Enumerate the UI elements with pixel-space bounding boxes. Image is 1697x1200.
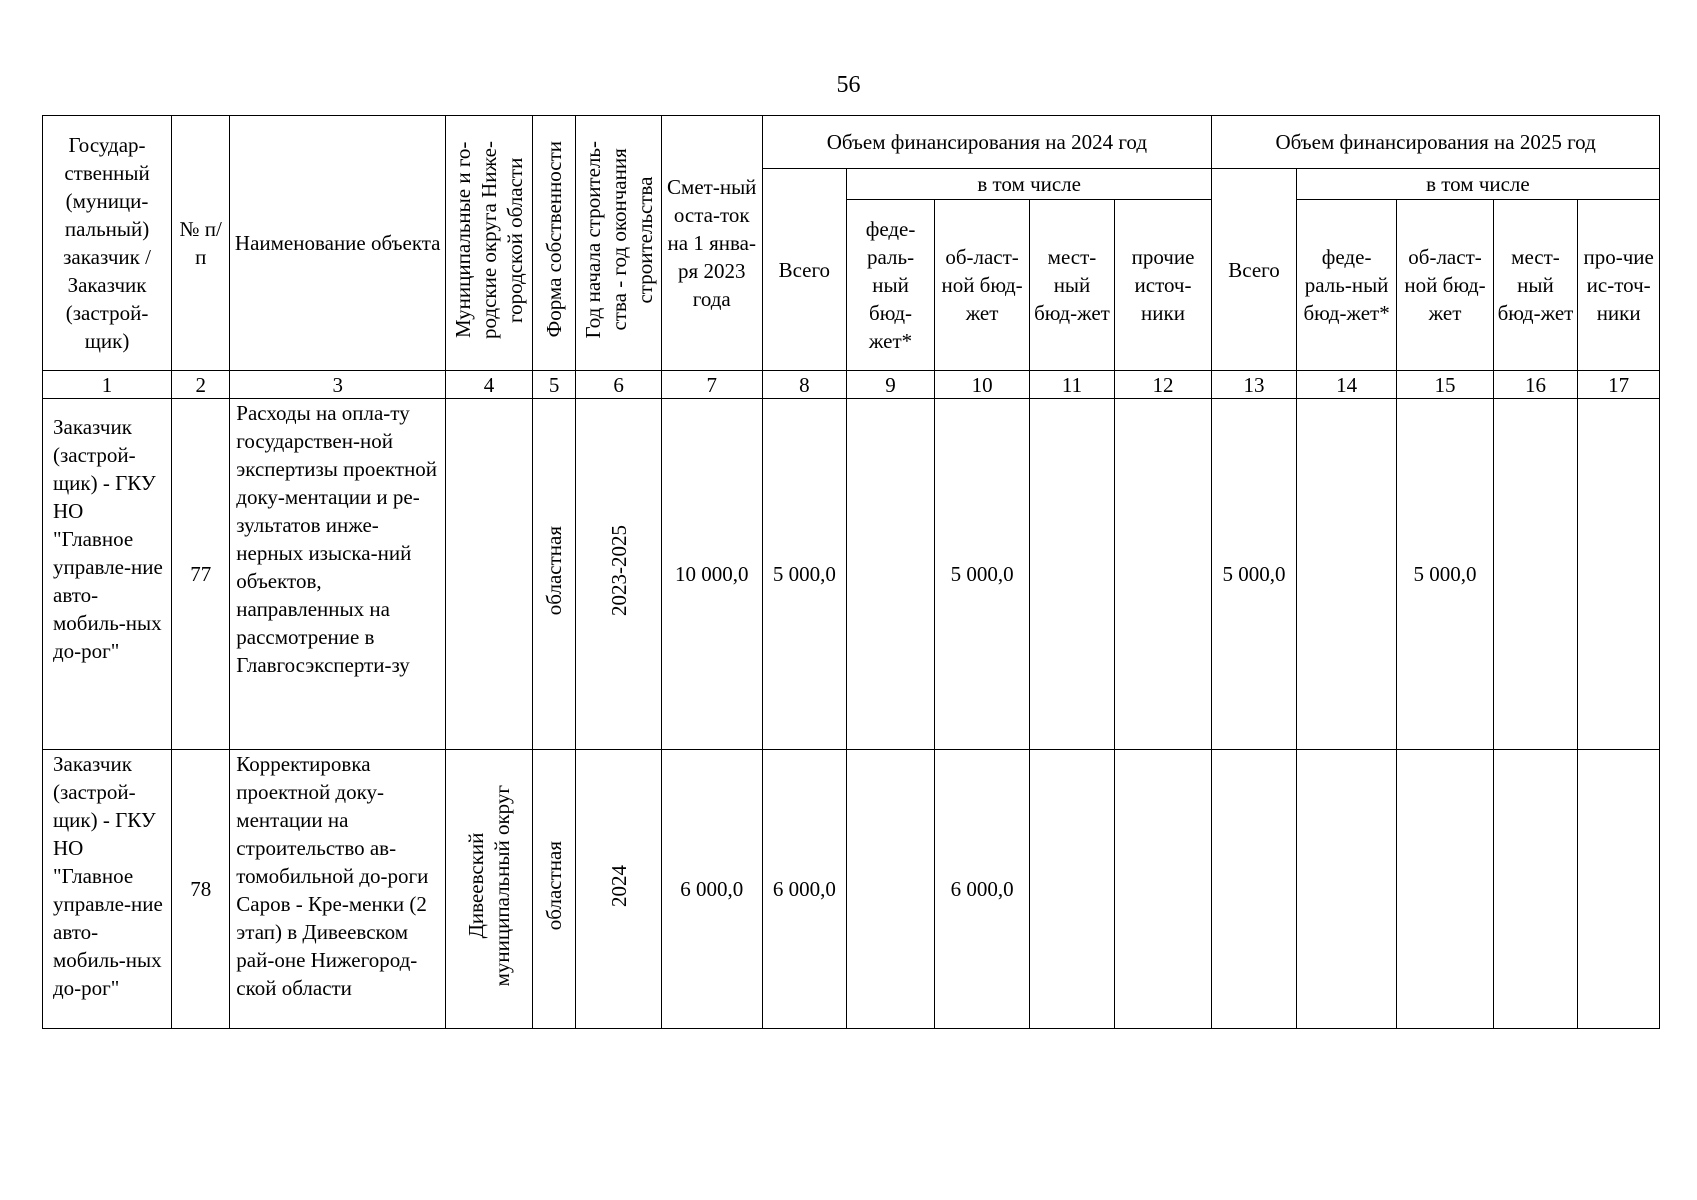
col-num: 8 [762,371,847,399]
row-total-2025: 5 000,0 [1212,399,1297,750]
row-customer: Заказчик (застрой-щик) - ГКУ НО "Главное управле-ние авто-мобиль-ных до-рог" [43,399,172,750]
row-years: 2024 [576,750,662,1029]
row-total-2024: 5 000,0 [762,399,847,750]
row-name: Корректировка проектной доку-ментации на строительство ав-томобильной до-роги Саров - Кре-менки (2 этап) в Дивеевском рай-оне Нижегород-ской области [230,750,446,1029]
row-district [446,399,533,750]
row-other-2025 [1578,750,1660,1029]
header-customer: Государ-ственный (муници-пальный) заказчик / Заказчик (застрой-щик) [43,116,172,371]
row-local-2024 [1030,399,1115,750]
header-row-1 [43,116,1660,169]
row-local-2025 [1493,399,1578,750]
col-num: 15 [1397,371,1493,399]
row-local-2025 [1493,750,1578,1029]
row-num: 77 [172,399,230,750]
column-numbers-row [43,371,1660,399]
row-total-2025 [1212,750,1297,1029]
row-regional-2025 [1397,750,1493,1029]
row-other-2024 [1114,399,1211,750]
col-num: 16 [1493,371,1578,399]
row-regional-2025: 5 000,0 [1397,399,1493,750]
header-ownership: Форма собственности [532,116,575,371]
row-customer: Заказчик (застрой-щик) - ГКУ НО "Главное управле-ние авто-мобиль-ных до-рог" [43,750,172,1029]
header-total-2024: Всего [762,169,847,371]
col-num: 7 [661,371,762,399]
row-federal-2025 [1296,750,1397,1029]
col-num: 5 [532,371,575,399]
row-num: 78 [172,750,230,1029]
header-incl-2025: в том числе [1296,169,1659,200]
header-num: № п/п [172,116,230,371]
row-years: 2023-2025 [576,399,662,750]
row-name: Расходы на опла-ту государствен-ной экспертизы проектной доку-ментации и ре-зультатов инже-нерных изыска-ний объектов, направленных на рассмотрение в Главгосэксперти-зу [230,399,446,750]
row-regional-2024: 5 000,0 [934,399,1029,750]
header-other-2024: прочие источ-ники [1114,200,1211,371]
header-local-2024: мест-ный бюд-жет [1030,200,1115,371]
header-name: Наименование объекта [230,116,446,371]
header-district: Муниципальные и го- родские округа Ниже- городской области [446,116,533,371]
row-district: Дивеевский муниципальный округ [446,750,533,1029]
header-other-2025: про-чие ис-точ-ники [1578,200,1660,371]
col-num: 17 [1578,371,1660,399]
row-federal-2024 [847,399,935,750]
row-ownership: областная [532,399,575,750]
col-num: 14 [1296,371,1397,399]
row-federal-2024 [847,750,935,1029]
col-num: 11 [1030,371,1115,399]
header-federal-2025: феде-раль-ный бюд-жет* [1296,200,1397,371]
row-regional-2024: 6 000,0 [934,750,1029,1029]
col-num: 13 [1212,371,1297,399]
page-number: 56 [836,72,861,98]
header-local-2025: мест-ный бюд-жет [1493,200,1578,371]
header-years: Год начала строитель- ства - год окончания строительства [576,116,662,371]
col-num: 10 [934,371,1029,399]
header-regional-2024: об-ласт-ной бюд-жет [934,200,1029,371]
col-num: 4 [446,371,533,399]
header-regional-2025: об-ласт-ной бюд-жет [1397,200,1493,371]
row-ownership: областная [532,750,575,1029]
row-other-2024 [1114,750,1211,1029]
header-total-2025: Всего [1212,169,1297,371]
header-remainder: Смет-ный оста-ток на 1 янва-ря 2023 года [661,116,762,371]
row-remainder: 6 000,0 [661,750,762,1029]
row-remainder: 10 000,0 [661,399,762,750]
col-num: 1 [43,371,172,399]
header-federal-2024: феде-раль-ный бюд-жет* [847,200,935,371]
financing-table [42,115,1660,1029]
table-row [43,750,1660,1029]
header-fin-2025: Объем финансирования на 2025 год [1212,116,1660,169]
table-row [43,399,1660,750]
col-num: 2 [172,371,230,399]
row-total-2024: 6 000,0 [762,750,847,1029]
col-num: 12 [1114,371,1211,399]
row-federal-2025 [1296,399,1397,750]
header-incl-2024: в том числе [847,169,1212,200]
header-fin-2024: Объем финансирования на 2024 год [762,116,1212,169]
row-other-2025 [1578,399,1660,750]
col-num: 9 [847,371,935,399]
col-num: 3 [230,371,446,399]
row-local-2024 [1030,750,1115,1029]
col-num: 6 [576,371,662,399]
